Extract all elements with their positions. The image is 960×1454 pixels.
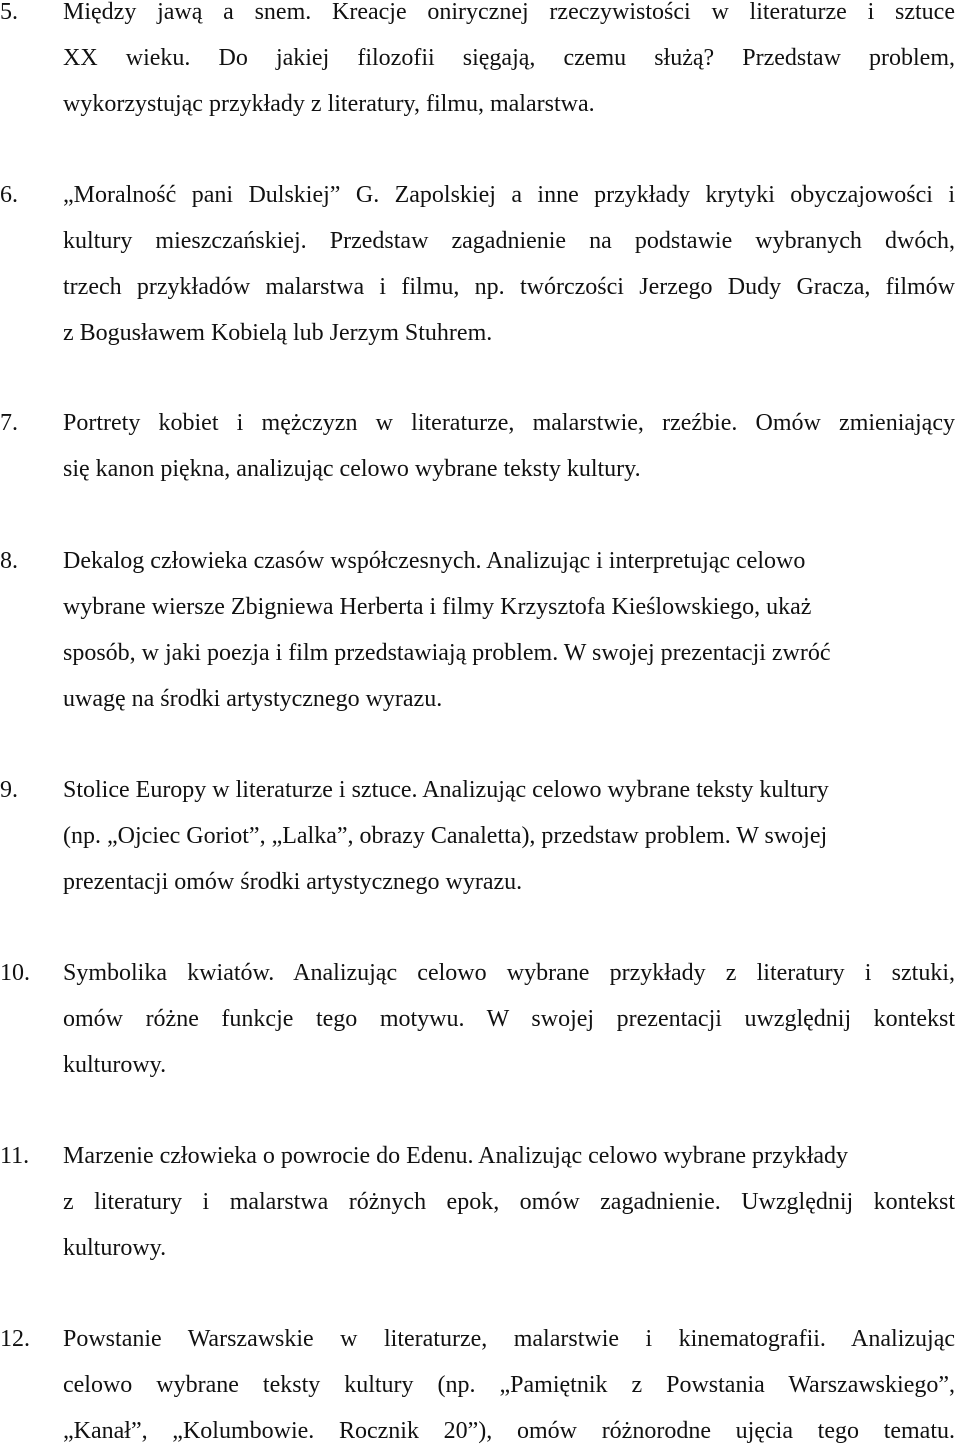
item-text-line: uwagę na środki artystycznego wyrazu. bbox=[63, 686, 443, 712]
item-text-line: Między jawą a snem. Kreacje onirycznej rzeczywistości w literaturze i sztuce bbox=[63, 0, 955, 25]
item-text-line: celowo wybrane teksty kultury (np. „Pamiętnik z Powstania Warszawskiego”, bbox=[63, 1372, 955, 1398]
item-text-line: sposób, w jaki poezja i film przedstawiają problem. W swojej prezentacji zwróć bbox=[63, 640, 831, 666]
item-text-line: trzech przykładów malarstwa i filmu, np. twórczości Jerzego Dudy Gracza, filmów bbox=[63, 274, 955, 300]
list-item bbox=[0, 172, 955, 356]
text-line bbox=[0, 0, 955, 35]
text-line bbox=[0, 218, 955, 264]
text-line bbox=[0, 264, 955, 310]
text-line bbox=[0, 676, 955, 722]
list-item bbox=[0, 950, 955, 1088]
text-line bbox=[0, 172, 955, 218]
item-text-line: Stolice Europy w literaturze i sztuce. Analizując celowo wybrane teksty kultury bbox=[63, 777, 829, 803]
item-text-line: prezentacji omów środki artystycznego wyrazu. bbox=[63, 869, 523, 895]
text-line bbox=[0, 950, 955, 996]
item-text-line: kulturowy. bbox=[63, 1235, 167, 1261]
item-number: 7. bbox=[0, 410, 18, 436]
item-text-line: z literatury i malarstwa różnych epok, omów zagadnienie. Uwzględnij kontekst bbox=[63, 1189, 955, 1215]
text-line bbox=[0, 35, 955, 81]
item-text-line: „Kanał”, „Kolumbowie. Rocznik 20”), omów różnorodne ujęcia tego tematu. bbox=[63, 1418, 955, 1444]
item-text-line: się kanon piękna, analizując celowo wybrane teksty kultury. bbox=[63, 456, 641, 482]
text-line bbox=[0, 538, 955, 584]
item-text-line: Marzenie człowieka o powrocie do Edenu. Analizując celowo wybrane przykłady bbox=[63, 1143, 849, 1169]
text-line bbox=[0, 310, 955, 356]
list-item bbox=[0, 400, 955, 492]
text-line bbox=[0, 1042, 955, 1088]
item-number: 11. bbox=[0, 1143, 30, 1169]
item-text-line: z Bogusławem Kobielą lub Jerzym Stuhrem. bbox=[63, 320, 493, 346]
text-line bbox=[0, 813, 955, 859]
text-line bbox=[0, 400, 955, 446]
item-number: 10. bbox=[0, 960, 30, 986]
text-line bbox=[0, 1316, 955, 1362]
text-line bbox=[0, 767, 955, 813]
text-line bbox=[0, 584, 955, 630]
list-item bbox=[0, 1316, 955, 1454]
item-text-line: wybrane wiersze Zbigniewa Herberta i filmy Krzysztofa Kieślowskiego, ukaż bbox=[63, 594, 812, 620]
item-text-line: Powstanie Warszawskie w literaturze, malarstwie i kinematografii. Analizując bbox=[63, 1326, 955, 1352]
item-text-line: XX wieku. Do jakiej filozofii sięgają, czemu służą? Przedstaw problem, bbox=[63, 45, 955, 71]
text-line bbox=[0, 446, 955, 492]
item-text-line: Portrety kobiet i mężczyzn w literaturze, malarstwie, rzeźbie. Omów zmieniający bbox=[63, 410, 955, 436]
text-line bbox=[0, 1179, 955, 1225]
text-line bbox=[0, 81, 955, 127]
item-number: 6. bbox=[0, 182, 18, 208]
list-item bbox=[0, 0, 955, 127]
item-text-line: (np. „Ojciec Goriot”, „Lalka”, obrazy Canaletta), przedstaw problem. W swojej bbox=[63, 823, 828, 849]
text-line bbox=[0, 1225, 955, 1271]
item-text-line: omów różne funkcje tego motywu. W swojej prezentacji uwzględnij kontekst bbox=[63, 1006, 955, 1032]
item-number: 9. bbox=[0, 777, 18, 803]
list-item bbox=[0, 538, 955, 722]
item-text-line: kultury mieszczańskiej. Przedstaw zagadnienie na podstawie wybranych dwóch, bbox=[63, 228, 955, 254]
list-item bbox=[0, 767, 955, 905]
item-text-line: „Moralność pani Dulskiej” G. Zapolskiej a inne przykłady krytyki obyczajowości i bbox=[63, 182, 955, 208]
list-item bbox=[0, 1133, 955, 1271]
text-line bbox=[0, 1133, 955, 1179]
item-number: 5. bbox=[0, 0, 18, 25]
item-number: 12. bbox=[0, 1326, 30, 1352]
item-number: 8. bbox=[0, 548, 18, 574]
item-text-line: kulturowy. bbox=[63, 1052, 167, 1078]
text-line bbox=[0, 996, 955, 1042]
item-text-line: wykorzystując przykłady z literatury, filmu, malarstwa. bbox=[63, 91, 595, 117]
text-line bbox=[0, 1362, 955, 1408]
text-line bbox=[0, 1408, 955, 1454]
text-line bbox=[0, 630, 955, 676]
text-line bbox=[0, 859, 955, 905]
item-text-line: Symbolika kwiatów. Analizując celowo wybrane przykłady z literatury i sztuki, bbox=[63, 960, 955, 986]
item-text-line: Dekalog człowieka czasów współczesnych. Analizując i interpretując celowo bbox=[63, 548, 806, 574]
